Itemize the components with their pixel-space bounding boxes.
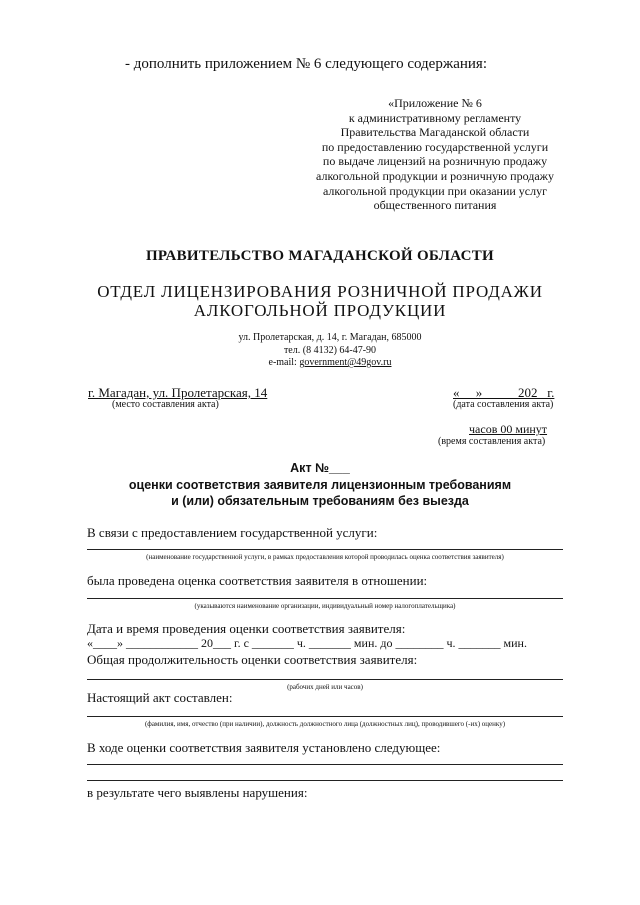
datetime-row: «____» ____________ 20___ г. с _______ ч. _______ мин. до ________ ч. _______ мин. <box>87 636 527 650</box>
service-caption: (наименование государственной услуги, в рамках предоставления которой проводилась оценка соответствия заявителя) <box>146 553 504 561</box>
email-label: e-mail: <box>268 357 300 368</box>
appendix-line: алкогольной продукции при оказании услуг <box>322 183 548 198</box>
place-value: г. Магадан, ул. Пролетарская, 14 <box>88 385 268 400</box>
act-title: Акт №___ <box>290 461 350 475</box>
email-link[interactable]: government@49gov.ru <box>299 357 392 368</box>
para-service: В связи с предоставлением государственной услуги: <box>87 525 378 540</box>
phone: тел. (8 4132) 64-47-90 <box>283 344 377 356</box>
appendix-block <box>300 96 570 213</box>
duration-caption: (рабочих дней или часов) <box>287 683 363 691</box>
act-subtitle <box>40 477 600 509</box>
findings-underline-1 <box>87 764 563 765</box>
para-assessment: была проведена оценка соответствия заявителя в отношении: <box>87 573 428 588</box>
para-duration: Общая продолжительность оценки соответствия заявителя: <box>87 652 418 667</box>
appendix-line: общественного питания <box>373 198 497 213</box>
dept-title-line: ОТДЕЛ ЛИЦЕНЗИРОВАНИЯ РОЗНИЧНОЙ ПРОДАЖИ <box>97 282 543 301</box>
assessment-underline <box>87 598 563 599</box>
findings-underline-2 <box>87 780 563 781</box>
para-findings: В ходе оценки соответствия заявителя установлено следующее: <box>87 740 441 755</box>
time-value: часов 00 минут <box>469 422 548 436</box>
dept-title <box>60 282 580 320</box>
address: ул. Пролетарская, д. 14, г. Магадан, 685000 <box>238 332 422 343</box>
date-caption: (дата составления акта) <box>453 399 554 410</box>
dept-title-line: АЛКОГОЛЬНОЙ ПРОДУКЦИИ <box>193 301 447 320</box>
para-violations: в результате чего выявлены нарушения: <box>87 785 308 800</box>
email-row <box>180 357 480 370</box>
time-caption: (время составления акта) <box>438 436 546 447</box>
assessment-caption: (указываются наименование организации, индивидуальный номер налогоплательщика) <box>194 602 456 610</box>
appendix-line: по выдаче лицензий на розничную продажу <box>322 154 548 169</box>
appendix-line: Правительства Магаданской области <box>340 125 530 140</box>
appendix-line: «Приложение № 6 <box>388 96 482 110</box>
duration-underline <box>87 679 563 680</box>
appendix-line: алкогольной продукции и розничную продажу <box>316 168 554 183</box>
place-caption: (место составления акта) <box>112 399 219 410</box>
intro-line: - дополнить приложением № 6 следующего содержания: <box>125 56 487 72</box>
appendix-line: к административному регламенту <box>348 110 522 125</box>
composed-underline <box>87 716 563 717</box>
org-title: ПРАВИТЕЛЬСТВО МАГАДАНСКОЙ ОБЛАСТИ <box>145 248 495 264</box>
contacts-block <box>180 332 480 370</box>
act-subtitle-line: оценки соответствия заявителя лицензионным требованиям <box>128 478 512 492</box>
para-datetime: Дата и время проведения оценки соответствия заявителя: <box>87 621 406 636</box>
date-value: « » 202 г. <box>453 385 555 400</box>
appendix-line: по предоставлению государственной услуги <box>321 139 549 154</box>
service-underline <box>87 549 563 550</box>
composed-caption: (фамилия, имя, отчество (при наличии), должность должностного лица (должностных лиц), проводившего (-их) оценку) <box>144 720 506 728</box>
para-composed: Настоящий акт составлен: <box>87 690 233 705</box>
act-subtitle-line: и (или) обязательным требованиям без выезда <box>171 494 469 508</box>
